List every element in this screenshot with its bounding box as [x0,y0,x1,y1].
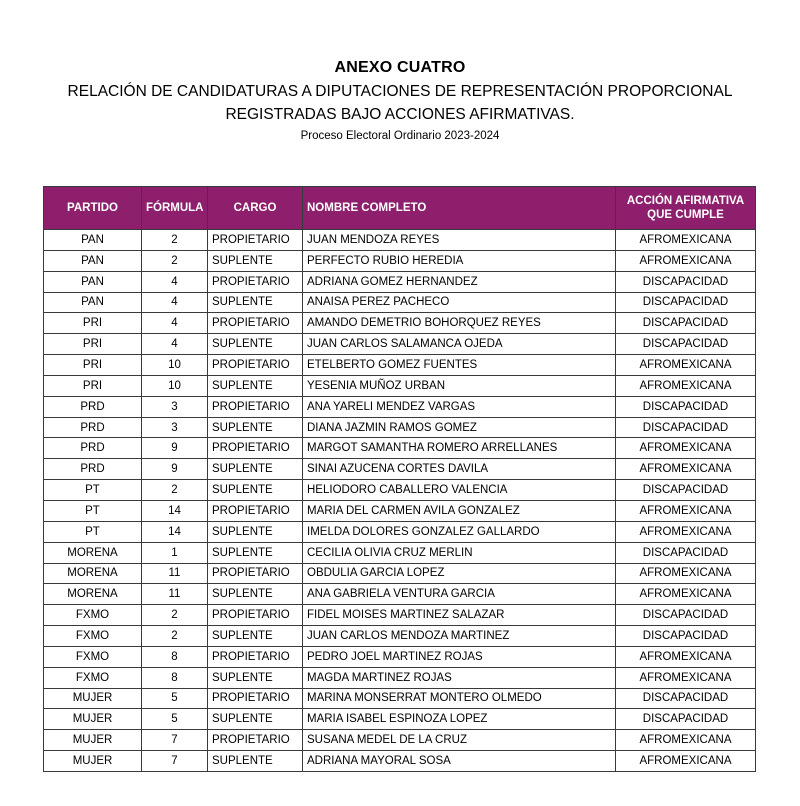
cell-cargo: SUPLENTE [208,334,303,355]
cell-accion: AFROMEXICANA [616,230,756,251]
cell-accion: AFROMEXICANA [616,355,756,376]
cell-cargo: PROPIETARIO [208,271,303,292]
table-row [44,438,756,459]
table-row [44,542,756,563]
cell-formula: 1 [142,542,208,563]
cell-formula: 4 [142,271,208,292]
cell-partido: MORENA [44,563,142,584]
cell-nombre: CECILIA OLIVIA CRUZ MERLIN [303,542,616,563]
table-row [44,667,756,688]
table-row [44,375,756,396]
cell-nombre: PEDRO JOEL MARTINEZ ROJAS [303,646,616,667]
table-row [44,417,756,438]
cell-accion: AFROMEXICANA [616,667,756,688]
cell-accion: DISCAPACIDAD [616,313,756,334]
cell-partido: PRD [44,396,142,417]
document-subtitle-line1: RELACIÓN DE CANDIDATURAS A DIPUTACIONES DE REPRESENTACIÓN PROPORCIONAL [67,83,733,100]
cell-accion: AFROMEXICANA [616,751,756,772]
cell-accion: DISCAPACIDAD [616,271,756,292]
cell-cargo: PROPIETARIO [208,688,303,709]
cell-formula: 2 [142,250,208,271]
cell-nombre: MAGDA MARTINEZ ROJAS [303,667,616,688]
cell-accion: DISCAPACIDAD [616,542,756,563]
cell-nombre: FIDEL MOISES MARTINEZ SALAZAR [303,605,616,626]
cell-partido: PAN [44,292,142,313]
table-row [44,605,756,626]
cell-partido: PRI [44,313,142,334]
cell-partido: MUJER [44,751,142,772]
table-row [44,584,756,605]
cell-partido: PRD [44,417,142,438]
cell-nombre: AMANDO DEMETRIO BOHORQUEZ REYES [303,313,616,334]
cell-accion: AFROMEXICANA [616,563,756,584]
table-row [44,292,756,313]
cell-formula: 2 [142,626,208,647]
column-header-accion-line2: QUE CUMPLE [647,209,724,221]
table-row [44,500,756,521]
table-row [44,480,756,501]
cell-accion: AFROMEXICANA [616,250,756,271]
document-title: ANEXO CUATRO [334,59,466,76]
cell-nombre: ANAISA PEREZ PACHECO [303,292,616,313]
cell-formula: 3 [142,396,208,417]
cell-accion: AFROMEXICANA [616,438,756,459]
table-row [44,563,756,584]
cell-formula: 2 [142,480,208,501]
table-row [44,626,756,647]
table-row [44,250,756,271]
cell-partido: MUJER [44,730,142,751]
table-row [44,355,756,376]
cell-formula: 5 [142,688,208,709]
cell-nombre: JUAN CARLOS SALAMANCA OJEDA [303,334,616,355]
column-header-formula: FÓRMULA [142,187,208,230]
cell-cargo: SUPLENTE [208,584,303,605]
cell-nombre: ADRIANA GOMEZ HERNANDEZ [303,271,616,292]
cell-cargo: PROPIETARIO [208,396,303,417]
cell-cargo: SUPLENTE [208,542,303,563]
cell-formula: 4 [142,334,208,355]
cell-formula: 11 [142,584,208,605]
process-label: Proceso Electoral Ordinario 2023-2024 [300,130,500,142]
cell-accion: AFROMEXICANA [616,646,756,667]
cell-cargo: SUPLENTE [208,417,303,438]
table-row [44,751,756,772]
table-row [44,521,756,542]
cell-accion: DISCAPACIDAD [616,334,756,355]
table-row [44,688,756,709]
cell-nombre: HELIODORO CABALLERO VALENCIA [303,480,616,501]
table-row [44,396,756,417]
cell-cargo: PROPIETARIO [208,605,303,626]
cell-cargo: PROPIETARIO [208,730,303,751]
cell-partido: MUJER [44,688,142,709]
document-subtitle-line2: REGISTRADAS BAJO ACCIONES AFIRMATIVAS. [225,106,575,123]
cell-formula: 4 [142,313,208,334]
cell-accion: AFROMEXICANA [616,584,756,605]
document-header [0,58,800,144]
cell-partido: FXMO [44,667,142,688]
column-header-cargo: CARGO [208,187,303,230]
cell-nombre: IMELDA DOLORES GONZALEZ GALLARDO [303,521,616,542]
cell-accion: AFROMEXICANA [616,500,756,521]
cell-cargo: PROPIETARIO [208,646,303,667]
cell-partido: PAN [44,250,142,271]
cell-nombre: ANA GABRIELA VENTURA GARCIA [303,584,616,605]
table-row [44,730,756,751]
cell-formula: 5 [142,709,208,730]
cell-partido: PAN [44,230,142,251]
table-row [44,313,756,334]
cell-accion: DISCAPACIDAD [616,417,756,438]
table-row [44,334,756,355]
cell-accion: AFROMEXICANA [616,459,756,480]
cell-partido: PRI [44,355,142,376]
table-row [44,459,756,480]
cell-nombre: PERFECTO RUBIO HEREDIA [303,250,616,271]
cell-accion: DISCAPACIDAD [616,709,756,730]
cell-formula: 3 [142,417,208,438]
cell-cargo: SUPLENTE [208,250,303,271]
candidates-table [43,186,756,772]
cell-partido: PRD [44,459,142,480]
table-row [44,646,756,667]
cell-partido: FXMO [44,626,142,647]
cell-partido: MORENA [44,584,142,605]
cell-formula: 7 [142,730,208,751]
cell-partido: PT [44,480,142,501]
cell-accion: DISCAPACIDAD [616,480,756,501]
cell-cargo: SUPLENTE [208,292,303,313]
cell-formula: 4 [142,292,208,313]
cell-formula: 14 [142,500,208,521]
cell-nombre: OBDULIA GARCIA LOPEZ [303,563,616,584]
cell-formula: 8 [142,646,208,667]
cell-cargo: SUPLENTE [208,480,303,501]
column-header-partido: PARTIDO [44,187,142,230]
cell-formula: 8 [142,667,208,688]
cell-cargo: SUPLENTE [208,459,303,480]
cell-partido: MORENA [44,542,142,563]
cell-partido: PRI [44,334,142,355]
table-row [44,709,756,730]
cell-nombre: MARINA MONSERRAT MONTERO OLMEDO [303,688,616,709]
cell-formula: 2 [142,230,208,251]
cell-accion: AFROMEXICANA [616,375,756,396]
cell-cargo: SUPLENTE [208,751,303,772]
cell-accion: DISCAPACIDAD [616,396,756,417]
cell-cargo: PROPIETARIO [208,230,303,251]
cell-nombre: JUAN CARLOS MENDOZA MARTINEZ [303,626,616,647]
cell-partido: PT [44,521,142,542]
cell-nombre: ANA YARELI MENDEZ VARGAS [303,396,616,417]
cell-cargo: PROPIETARIO [208,438,303,459]
cell-formula: 9 [142,438,208,459]
cell-cargo: PROPIETARIO [208,500,303,521]
table-row [44,271,756,292]
cell-accion: DISCAPACIDAD [616,292,756,313]
column-header-nombre: NOMBRE COMPLETO [303,187,616,230]
cell-cargo: SUPLENTE [208,375,303,396]
cell-formula: 10 [142,355,208,376]
cell-partido: MUJER [44,709,142,730]
cell-cargo: SUPLENTE [208,709,303,730]
cell-nombre: JUAN MENDOZA REYES [303,230,616,251]
cell-accion: DISCAPACIDAD [616,688,756,709]
cell-formula: 7 [142,751,208,772]
cell-cargo: PROPIETARIO [208,313,303,334]
cell-formula: 11 [142,563,208,584]
cell-accion: DISCAPACIDAD [616,626,756,647]
cell-accion: DISCAPACIDAD [616,605,756,626]
cell-partido: PT [44,500,142,521]
cell-partido: FXMO [44,646,142,667]
table-row [44,230,756,251]
cell-nombre: MARGOT SAMANTHA ROMERO ARRELLANES [303,438,616,459]
cell-nombre: ETELBERTO GOMEZ FUENTES [303,355,616,376]
cell-formula: 14 [142,521,208,542]
column-header-accion-line1: ACCIÓN AFIRMATIVA [626,195,745,207]
cell-formula: 2 [142,605,208,626]
cell-accion: AFROMEXICANA [616,521,756,542]
table-body [44,230,756,772]
cell-cargo: SUPLENTE [208,667,303,688]
cell-accion: AFROMEXICANA [616,730,756,751]
cell-partido: PAN [44,271,142,292]
cell-formula: 10 [142,375,208,396]
cell-partido: PRI [44,375,142,396]
cell-formula: 9 [142,459,208,480]
cell-nombre: SINAI AZUCENA CORTES DAVILA [303,459,616,480]
table-header-row [44,187,756,230]
column-header-accion [616,187,756,230]
cell-nombre: ADRIANA MAYORAL SOSA [303,751,616,772]
cell-nombre: SUSANA MEDEL DE LA CRUZ [303,730,616,751]
cell-nombre: MARIA DEL CARMEN AVILA GONZALEZ [303,500,616,521]
cell-cargo: PROPIETARIO [208,355,303,376]
cell-partido: FXMO [44,605,142,626]
cell-nombre: YESENIA MUÑOZ URBAN [303,375,616,396]
cell-partido: PRD [44,438,142,459]
cell-cargo: SUPLENTE [208,521,303,542]
cell-nombre: DIANA JAZMIN RAMOS GOMEZ [303,417,616,438]
cell-cargo: PROPIETARIO [208,563,303,584]
cell-nombre: MARIA ISABEL ESPINOZA LOPEZ [303,709,616,730]
cell-cargo: SUPLENTE [208,626,303,647]
